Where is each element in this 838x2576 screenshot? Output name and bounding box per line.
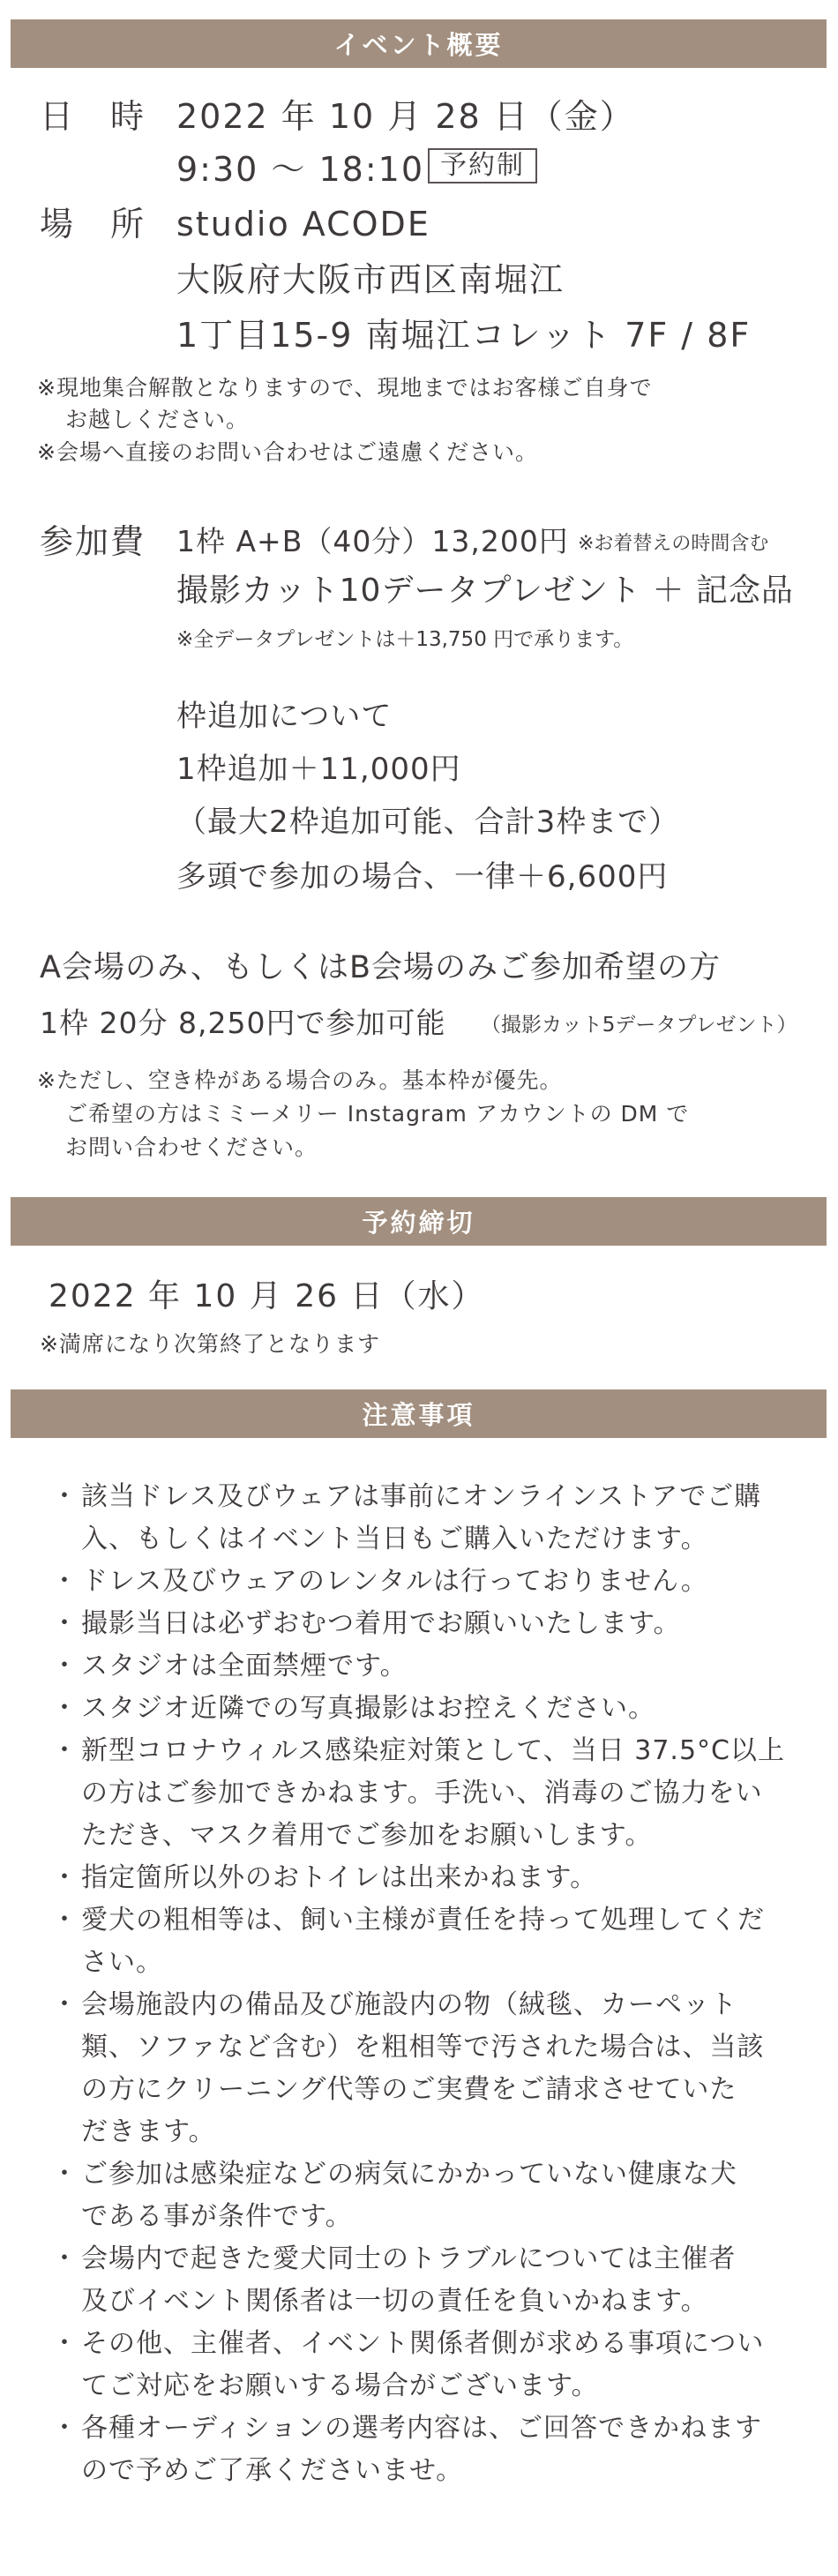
list-item: 会場内で起きた愛犬同士のトラブルについては主催者 [81,2243,737,2274]
extra-frame-limit: （最大2枠追加可能、合計3枠まで） [176,805,680,840]
single-venue-note-1: ※ただし、空き枠がある場合のみ。基本枠が優先。 [37,1067,563,1093]
list-item: 撮影当日は必ずおむつ着用でお願いいたします。 [81,1608,681,1639]
list-item: の方はご参加できかねます。手洗い、消毒のご協力をい [81,1778,763,1808]
list-item: スタジオは全面禁煙です。 [81,1651,408,1681]
list-item: 入、もしくはイベント当日もご購入いただけます。 [81,1524,708,1554]
list-item: 類、ソファなど含む）を粗相等で汚された場合は、当該 [81,2032,765,2063]
single-venue-title: A会場のみ、もしくはB会場のみご参加希望の方 [40,950,722,985]
place-line-3: 1丁目15-9 南堀江コレット 7F / 8F [176,316,752,355]
list-item: 会場施設内の備品及び施設内の物（絨毯、カーペット [81,1989,737,2020]
list-item: ドレス及びウェアのレンタルは行っておりません。 [81,1566,708,1597]
extra-multi-dog: 多頭で参加の場合、一律＋6,600円 [176,859,669,895]
single-venue-note-2: ご希望の方はミミーメリー Instagram アカウントの DM で [65,1101,690,1127]
place-line-1: studio ACODE [176,205,430,243]
single-venue-price: 1枠 20分 8,250円で参加可能 [40,1006,446,1040]
fee-line-1: 1枠 A+B（40分）13,200円 [176,524,569,558]
single-venue-price-note: （撮影カット5データプレゼント） [481,1014,797,1037]
bullet: ・ [51,1608,78,1639]
place-label: 場 所 [40,205,146,243]
fee-note: ※全データプレゼントは＋13,750 円で承ります。 [176,628,634,651]
list-item: ご参加は感染症などの病気にかかっていない健康な犬 [81,2159,737,2190]
bullet: ・ [51,1693,78,1724]
bullet: ・ [51,2413,78,2444]
bullet: ・ [51,2159,78,2190]
bullet: ・ [51,1651,78,1681]
deadline-date: 2022 年 10 月 26 日（水） [49,1278,485,1314]
place-note-3: ※会場へ直接のお問い合わせはご遠慮ください。 [37,439,538,465]
bullet: ・ [51,1566,78,1597]
extra-frame-price: 1枠追加＋11,000円 [176,752,461,787]
list-item: 新型コロナウィルス感染症対策として、当日 37.5°C以上 [81,1735,785,1766]
list-item: 愛犬の粗相等は、飼い主様が責任を持って処理してくだ [81,1905,765,1936]
bullet: ・ [51,1989,78,2020]
list-item: スタジオ近隣での写真撮影はお控えください。 [81,1693,655,1724]
section-header-notes: 注意事項 [11,1389,827,1438]
list-item: 及びイベント関係者は一切の責任を負いかねます。 [81,2286,708,2317]
reservation-badge: 予約制 [428,148,537,183]
place-line-2: 大阪府大阪市西区南堀江 [176,260,565,299]
section-header-overview: イベント概要 [11,19,827,68]
list-item: 各種オーディションの選考内容は、ご回答できかねます [81,2413,762,2444]
section-header-deadline: 予約締切 [11,1197,827,1246]
bullet: ・ [51,1905,78,1936]
list-item: だきます。 [81,2116,216,2147]
fee-line-1-note: ※お着替えの時間含む [578,533,769,555]
list-item: の方にクリーニング代等のご実費をご請求させていた [81,2074,737,2105]
bullet: ・ [51,1481,78,1512]
list-item: 指定箇所以外のおトイレは出来かねます。 [81,1862,598,1893]
bullet: ・ [51,1735,78,1766]
bullet: ・ [51,2328,78,2359]
list-item: ただき、マスク着用でご参加をお願いします。 [81,1820,653,1851]
list-item: である事が条件です。 [81,2201,353,2232]
fee-label: 参加費 [40,522,146,561]
list-item: さい。 [81,1947,163,1978]
deadline-note: ※満席になり次第終了となります [40,1331,380,1357]
bullet: ・ [51,1862,78,1893]
list-item: その他、主催者、イベント関係者側が求める事項につい [81,2328,765,2359]
place-note-2: お越しください。 [65,407,250,432]
single-venue-note-3: お問い合わせください。 [65,1134,318,1160]
date-label: 日 時 [40,97,146,136]
time-value: 9:30 〜 18:10 [176,150,425,189]
list-item: てご対応をお願いする場合がございます。 [81,2370,599,2401]
date-value: 2022 年 10 月 28 日（金） [176,97,635,136]
fee-line-2: 撮影カット10データプレゼント ＋ 記念品 [176,573,794,609]
place-note-1: ※現地集合解散となりますので、現地まではお客様ご自身で [37,375,653,401]
extra-frame-title: 枠追加について [176,699,393,734]
list-item: ので予めご了承くださいませ。 [81,2455,464,2486]
bullet: ・ [51,2243,78,2274]
list-item: 該当ドレス及びウェアは事前にオンラインストアでご購 [81,1481,762,1512]
